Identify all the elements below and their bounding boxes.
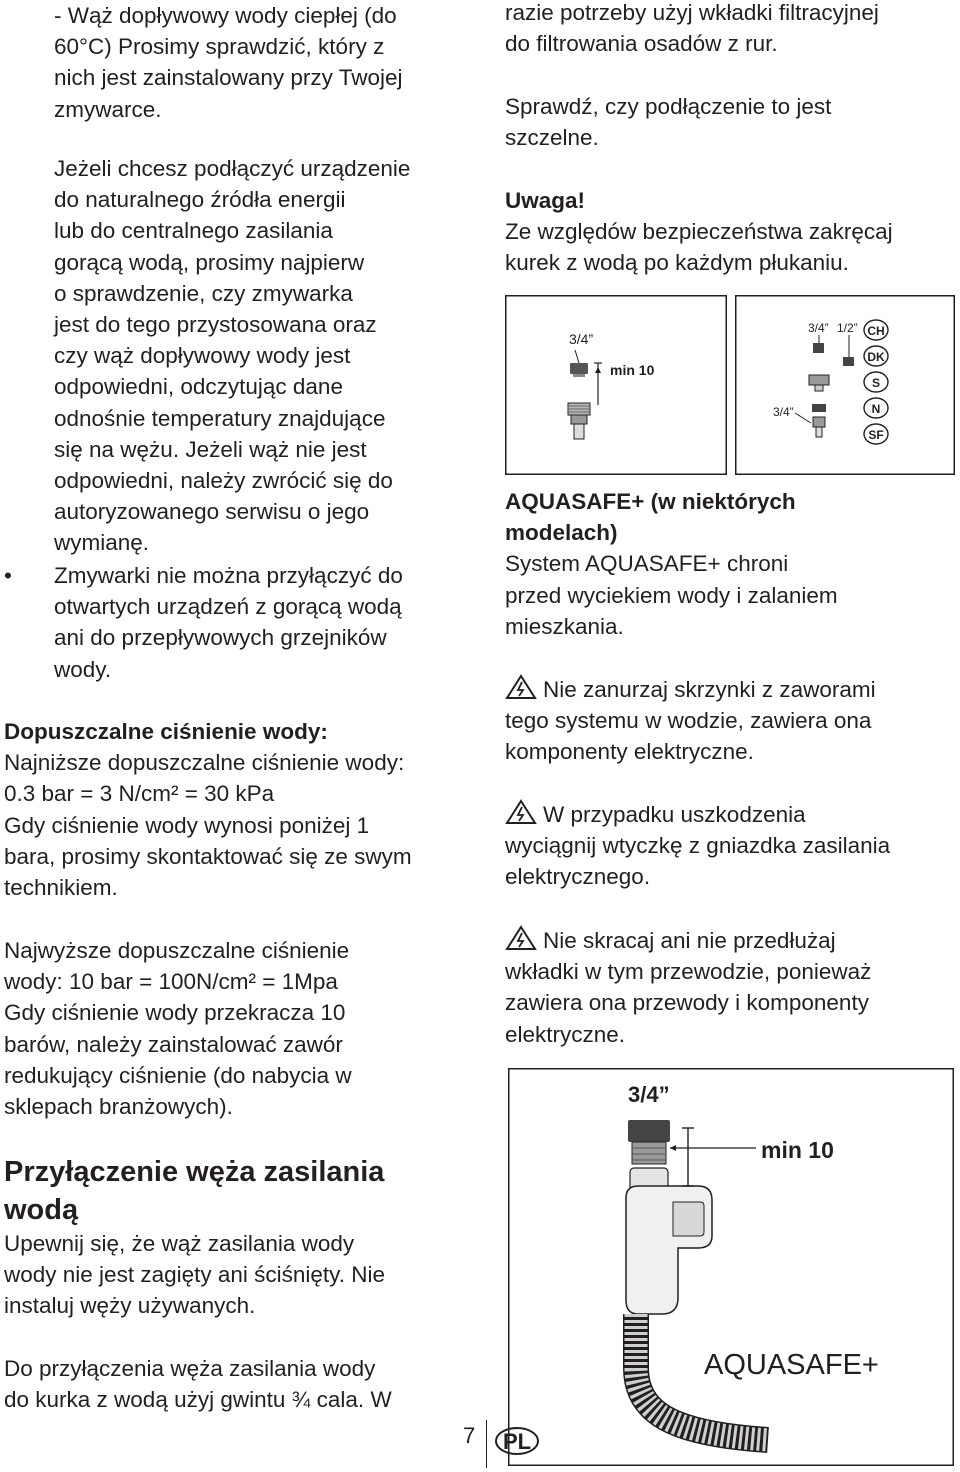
- text-line: komponenty elektryczne.: [505, 739, 754, 765]
- text-line: elektrycznego.: [505, 864, 651, 890]
- text-line: czy wąż dopływowy wody jest: [54, 343, 351, 369]
- aquasafe-connector-icon: [626, 1120, 712, 1314]
- hose-intro: [54, 0, 403, 125]
- bullet-marker: •: [4, 563, 12, 588]
- text-line: wody.: [54, 656, 112, 682]
- min-label: min 10: [610, 362, 655, 378]
- notice-1: [505, 674, 876, 768]
- text-line: o sprawdzenie, czy zmywarka: [54, 280, 353, 306]
- text-line: razie potrzeby użyj wkładki filtracyjnej: [505, 0, 879, 25]
- text-line: Sprawdź, czy podłączenie to jest: [505, 94, 832, 119]
- thread-text: [4, 1353, 392, 1415]
- text-line: odnośnie temperatury znajdujące: [54, 405, 386, 431]
- leader-line: [575, 350, 579, 363]
- pressure-max: [4, 935, 352, 1122]
- aquasafe-section: [505, 486, 838, 642]
- text-line: autoryzowanego serwisu o jego: [54, 499, 370, 525]
- filter-text: [505, 0, 879, 59]
- min-label: min 10: [761, 1137, 834, 1163]
- text-line: Gdy ciśnienie wody przekracza 10: [4, 1000, 346, 1026]
- country-thread-figure: [735, 295, 955, 475]
- aquasafe-label: AQUASAFE+: [704, 1349, 879, 1381]
- text-line: Najniższe dopuszczalne ciśnienie wody:: [4, 750, 405, 776]
- footer-divider: [486, 1420, 487, 1468]
- page-number: 7: [463, 1423, 476, 1448]
- figure-frame: [509, 1069, 954, 1466]
- notice-2: [505, 799, 890, 893]
- language-badge: [493, 1425, 541, 1457]
- text-line: do naturalnego źródła energii: [54, 187, 346, 213]
- check-text: [505, 91, 831, 153]
- text-line: do kurka z wodą użyj gwintu ¾ cala. W: [4, 1387, 392, 1413]
- text-line: się na wężu. Jeżeli wąż nie jest: [54, 436, 367, 462]
- text-line: jest do tego przystosowana oraz: [54, 312, 377, 338]
- text-line: barów, należy zainstalować zawór: [4, 1031, 343, 1057]
- notice-3: [505, 925, 871, 1050]
- text-line: odpowiedni, odczytując dane: [54, 374, 343, 400]
- text-line: wyciągnij wtyczkę z gniazdka zasilania: [505, 833, 891, 859]
- text-line: wody nie jest zagięty ani ściśnięty. Nie: [4, 1262, 386, 1288]
- text-line: zmywarce.: [54, 96, 162, 122]
- heading-line: Przyłączenie węża zasilania: [4, 1156, 385, 1188]
- bullet-item: [4, 560, 484, 685]
- thread-label: 3/4”: [628, 1082, 670, 1107]
- hot-water-paragraph: [54, 153, 410, 559]
- country-code: DK: [867, 350, 885, 364]
- text-line: zawiera ona przewody i komponenty: [505, 990, 869, 1016]
- electric-warning-icon: [505, 674, 537, 700]
- text-line: Nie skracaj ani nie przedłużaj: [543, 928, 836, 953]
- hose-fitting-icon: [568, 403, 590, 439]
- text-line: gorącą wodą, prosimy najpierw: [54, 249, 365, 275]
- safety-warning: [505, 185, 893, 279]
- text-line: Zmywarki nie można przyłączyć do: [54, 563, 403, 588]
- text-line: kurek z wodą po każdym płukaniu.: [505, 250, 849, 276]
- text-line: wymianę.: [54, 530, 150, 556]
- text-line: instaluj węży używanych.: [4, 1293, 256, 1319]
- text-line: wkładki w tym przewodzie, ponieważ: [505, 959, 872, 985]
- electric-warning-icon: [505, 925, 537, 951]
- hose-heading: [4, 1153, 384, 1229]
- text-line: elektryczne.: [505, 1021, 626, 1047]
- aquasafe-heading: modelach): [505, 520, 618, 546]
- text-line: Najwyższe dopuszczalne ciśnienie: [4, 938, 350, 963]
- electric-warning-icon: [505, 799, 537, 825]
- text-line: przed wyciekiem wody i zalaniem: [505, 582, 838, 608]
- connector-set-icon: [809, 343, 854, 437]
- country-code: SF: [868, 428, 884, 442]
- text-line: nich jest zainstalowany przy Twojej: [54, 65, 403, 91]
- thread-label-a: 3/4”: [808, 321, 829, 335]
- text-line: do filtrowania osadów z rur.: [505, 31, 778, 57]
- text-line: bara, prosimy skontaktować się ze swym: [4, 843, 412, 869]
- text-line: wody: 10 bar = 100N/cm² = 1Mpa: [4, 969, 338, 995]
- thread-label: 3/4”: [569, 331, 594, 347]
- hose-connector-figure: [505, 295, 727, 475]
- text-line: technikiem.: [4, 875, 118, 901]
- aquasafe-heading: AQUASAFE+ (w niektórych: [505, 489, 796, 514]
- warning-label: Uwaga!: [505, 188, 586, 213]
- country-code: N: [871, 402, 881, 416]
- thread-label-b: 1/2”: [837, 321, 858, 335]
- text-line: ani do przepływowych grzejników: [54, 625, 387, 651]
- text-line: tego systemu w wodzie, zawiera ona: [505, 708, 872, 734]
- country-codes: [864, 320, 888, 444]
- text-line: Upewnij się, że wąż zasilania wody: [4, 1231, 355, 1256]
- text-line: Jeżeli chcesz podłączyć urządzenie: [54, 156, 411, 181]
- pressure-section: [4, 716, 412, 903]
- text-line: Nie zanurzaj skrzynki z zaworami: [543, 677, 876, 702]
- hose-text: [4, 1228, 385, 1322]
- text-line: otwartych urządzeń z gorącą wodą: [54, 594, 402, 620]
- country-code: CH: [867, 324, 885, 338]
- text-line: mieszkania.: [505, 613, 624, 639]
- figure-frame: [506, 296, 727, 475]
- pressure-heading: Dopuszczalne ciśnienie wody:: [4, 719, 328, 744]
- thread-label-c: 3/4”: [773, 405, 794, 419]
- text-line: odpowiedni, należy zwrócić się do: [54, 468, 393, 494]
- text-line: 60°C) Prosimy sprawdzić, który z: [54, 34, 385, 60]
- text-line: - Wąż dopływowy wody ciepłej (do: [54, 3, 397, 28]
- text-line: 0.3 bar = 3 N/cm² = 30 kPa: [4, 781, 275, 807]
- text-line: sklepach branżowych).: [4, 1094, 233, 1120]
- text-line: redukujący ciśnienie (do nabycia w: [4, 1062, 352, 1088]
- text-line: Ze względów bezpieczeństwa zakręcaj: [505, 219, 893, 245]
- heading-line: wodą: [4, 1194, 79, 1226]
- text-line: Do przyłączenia węża zasilania wody: [4, 1356, 376, 1381]
- text-line: lub do centralnego zasilania: [54, 218, 333, 244]
- language-code: PL: [502, 1429, 532, 1454]
- tap-connector-icon: [570, 363, 588, 377]
- text-line: szczelne.: [505, 125, 599, 151]
- text-line: Gdy ciśnienie wody wynosi poniżej 1: [4, 812, 370, 838]
- country-code: S: [871, 376, 881, 390]
- text-line: System AQUASAFE+ chroni: [505, 551, 789, 577]
- aquasafe-figure: [508, 1068, 954, 1466]
- text-line: W przypadku uszkodzenia: [543, 802, 806, 827]
